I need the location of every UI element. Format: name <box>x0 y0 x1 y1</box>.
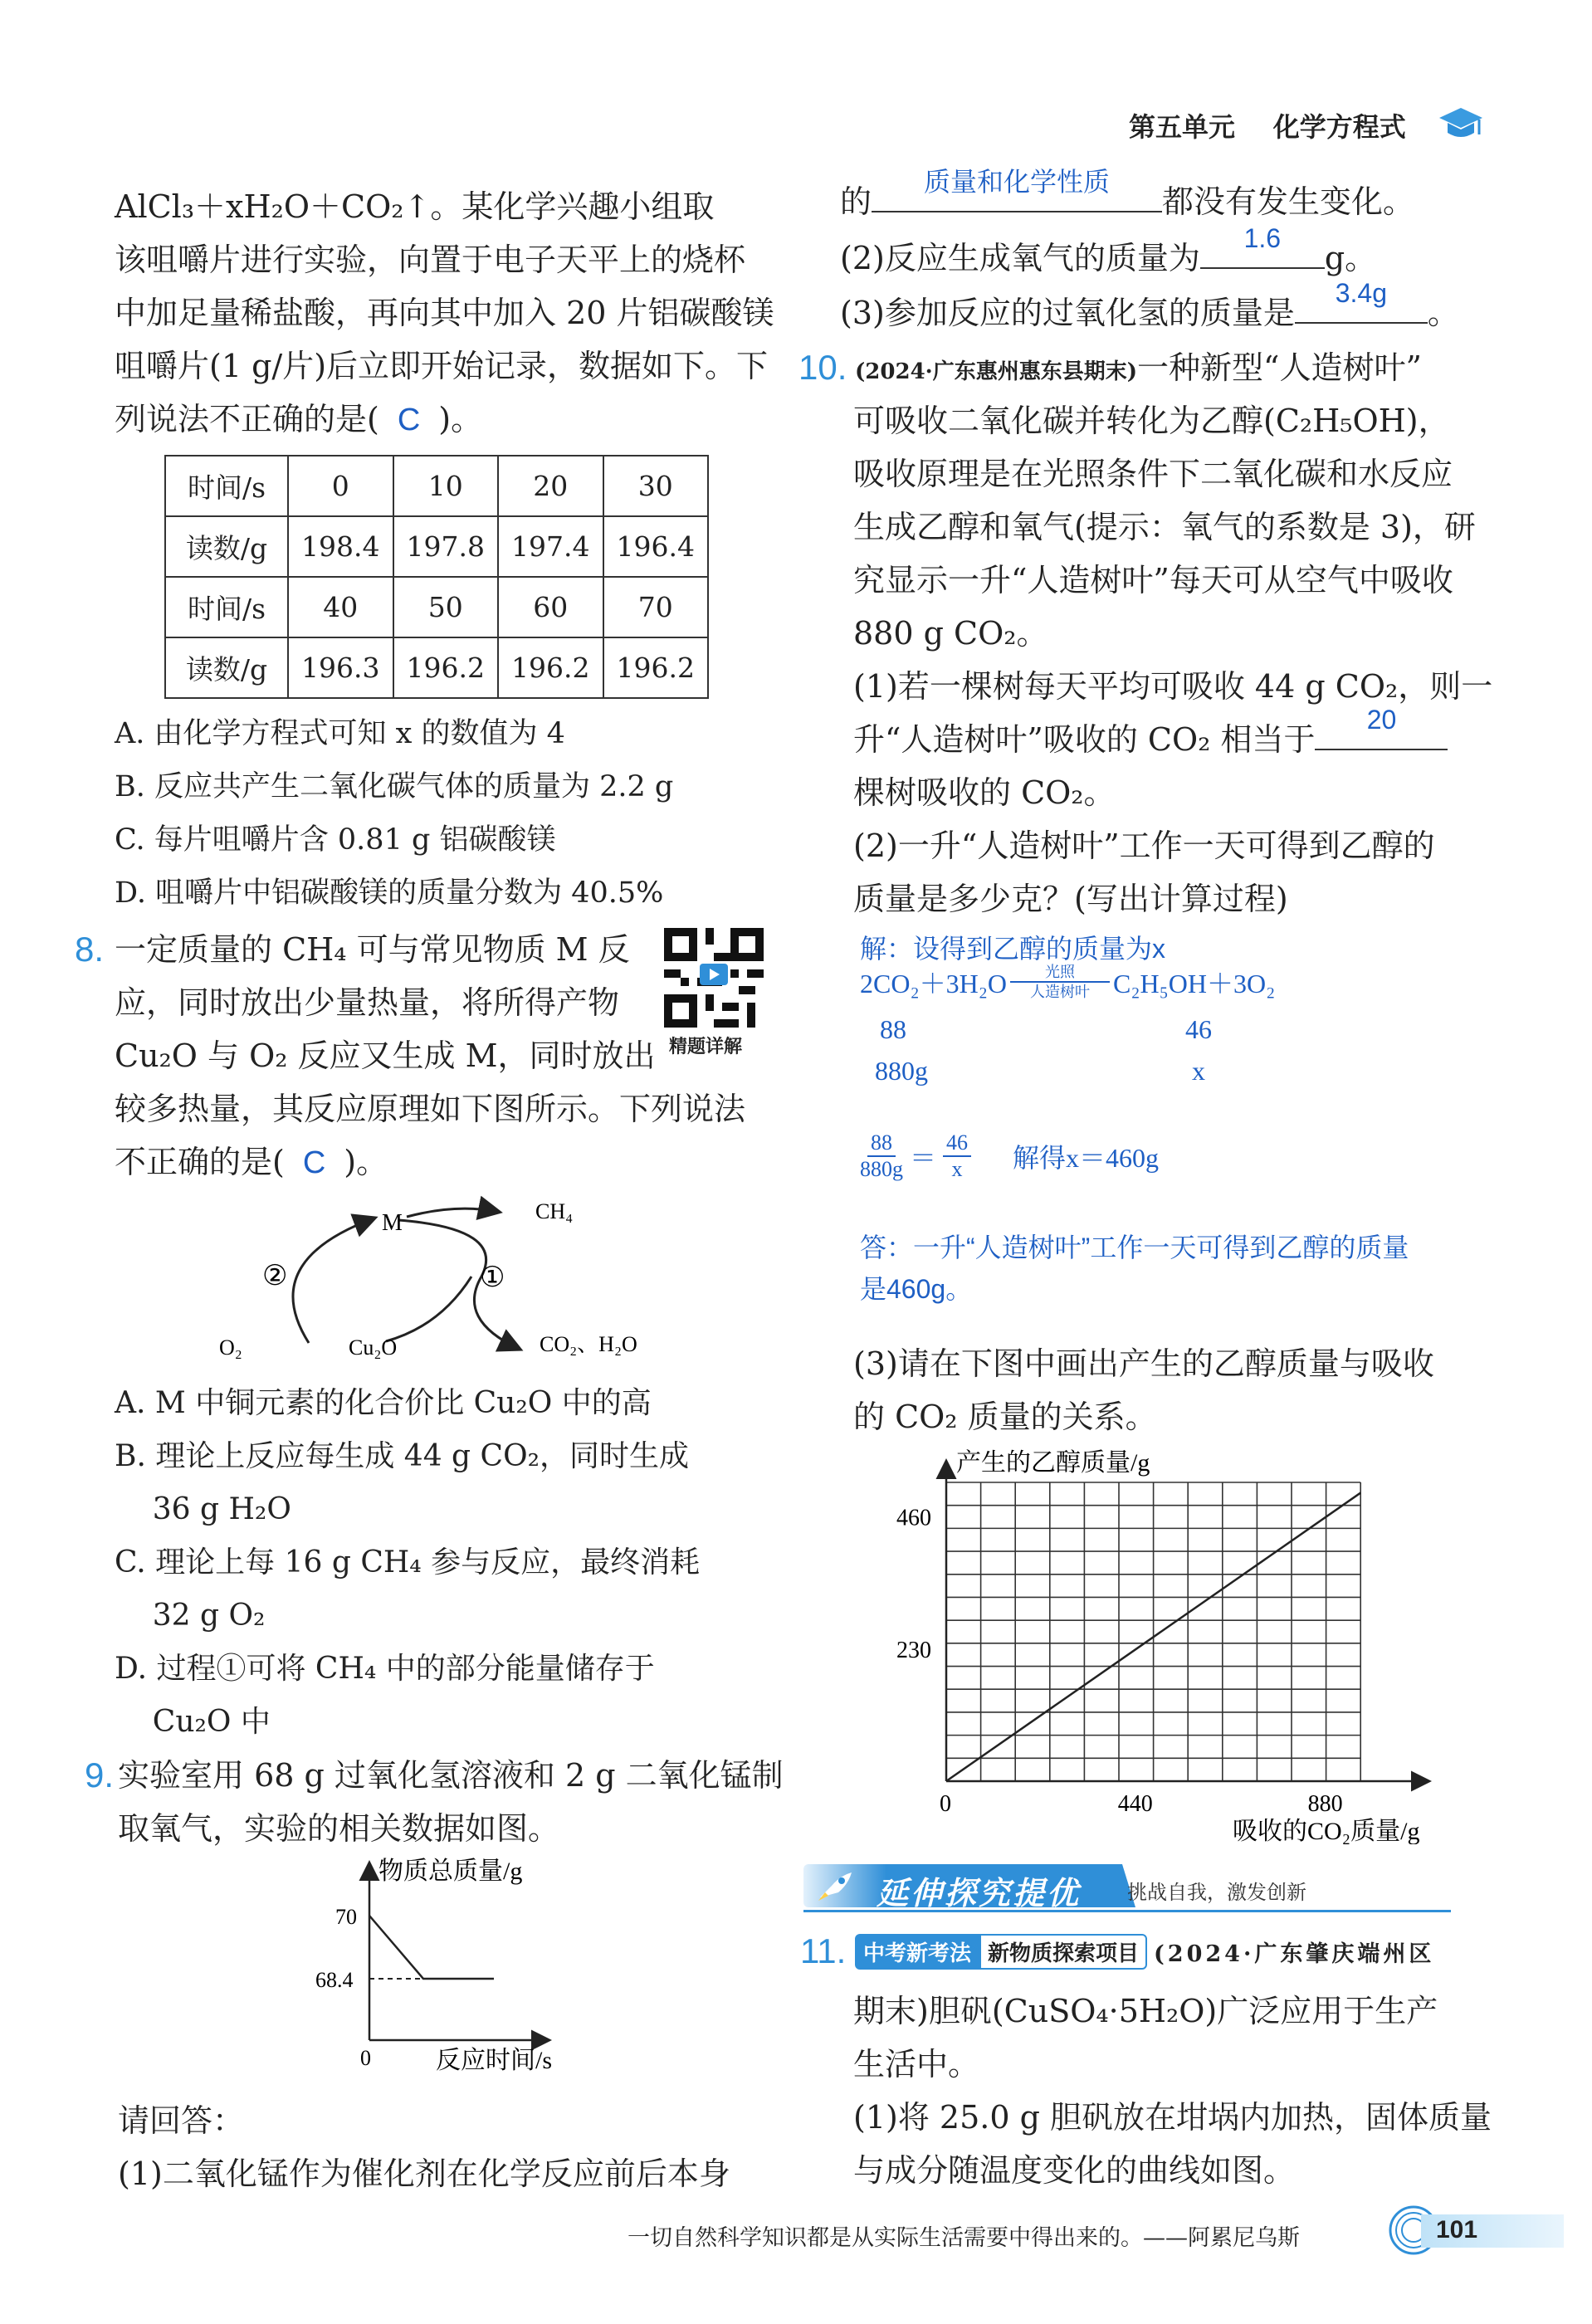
table-row: 读数/g 198.4 197.8 197.4 196.4 <box>165 516 708 577</box>
cycle-arc-1a <box>386 1277 471 1341</box>
q9-ask: 请回答： <box>118 2102 245 2139</box>
label-M: M <box>382 1210 403 1236</box>
solution-answer-2: 是460g。 <box>860 1274 973 1304</box>
cycle-arc-2 <box>293 1218 374 1343</box>
solution-mass-880: 880g <box>875 1056 928 1086</box>
q7-answer: C <box>397 403 421 437</box>
table-row: 时间/s 40 50 60 70 <box>165 577 708 637</box>
q9-part1: (1)二氧化锰作为催化剂在化学反应前后本身 <box>118 2156 730 2192</box>
q10-p1-fill: 升“人造树叶”吸收的 CO₂ 相当于 20 <box>853 714 1448 765</box>
banner-title: 延伸探究提优 <box>877 1877 1082 1911</box>
q8-line-1: 一定质量的 CH₄ 可与常见物质 M 反 <box>115 931 630 968</box>
q8-option-b: B. 理论上反应每生成 44 g CO₂，同时生成 <box>115 1439 690 1473</box>
label-CH4: CH₄ <box>535 1199 574 1223</box>
unit-title: 第五单元 <box>1129 112 1236 142</box>
q10-number: 10. <box>798 348 847 387</box>
origin-label: 0 <box>360 2046 371 2070</box>
rocket-icon <box>815 1869 853 1902</box>
banner-subtitle: 挑战自我，激发创新 <box>1127 1881 1306 1904</box>
answer-tree-count: 20 <box>1366 705 1397 735</box>
q9-mass-time-graph <box>299 1849 598 2082</box>
y-tick-460: 460 <box>896 1505 931 1531</box>
q10-line-3: 生成乙醇和氧气(提示：氧气的系数是 3)，研 <box>853 509 1476 545</box>
solution-equation: 2CO₂＋3H₂O 光照 人造树叶 C₂H₅OH＋3O₂ <box>860 964 1276 1000</box>
q7-intro-2: 该咀嚼片进行实验，向置于电子天平上的烧杯 <box>115 242 746 278</box>
answer-catalyst: 质量和化学性质 <box>924 167 1111 197</box>
label-products: CO₂、H₂O <box>540 1332 637 1356</box>
q8-option-a: A. M 中铜元素的化合价比 Cu₂O 中的高 <box>115 1386 652 1420</box>
q7-option-a: A. 由化学方程式可知 x 的数值为 4 <box>115 717 565 750</box>
table-row: 读数/g 196.3 196.2 196.2 196.2 <box>165 637 708 698</box>
qr-code[interactable] <box>664 928 764 1028</box>
solution-ratio-88: 88 <box>880 1014 906 1044</box>
y-tick-68: 68.4 <box>315 1968 354 1992</box>
q8-line-2: 应，同时放出少量热量，将所得产物 <box>115 984 620 1021</box>
q11-line-3: (1)将 25.0 g 胆矾放在坩埚内加热，固体质量 <box>853 2099 1492 2136</box>
solution-ratio-46: 46 <box>1185 1014 1212 1044</box>
q8-line-3: Cu₂O 与 O₂ 反应又生成 M，同时放出 <box>115 1038 656 1074</box>
q8-option-d: D. 过程①可将 CH₄ 中的部分能量储存于 <box>115 1652 655 1686</box>
x-tick-0: 0 <box>940 1791 951 1817</box>
section-banner <box>803 1864 1451 1912</box>
solution-setup: 解：设得到乙醇的质量为x <box>860 934 1166 964</box>
chart-x-label: 吸收的CO₂质量/g <box>1233 1818 1420 1844</box>
solution-proportion: $\frac{88}{880g}$ ＝ $\frac{46}{x}$ 解得x＝460g <box>860 1130 1160 1181</box>
q7-intro-4: 咀嚼片(1 g/片)后立即开始记录，数据如下。下 <box>115 348 769 384</box>
q10-p1-end: 棵树吸收的 CO₂。 <box>853 774 1116 811</box>
y-tick-230: 230 <box>896 1637 931 1663</box>
qr-label: 精题详解 <box>669 1036 743 1057</box>
page-header <box>1129 106 1406 144</box>
q10-p2-line-1: (2)一升“人造树叶”工作一天可得到乙醇的 <box>853 828 1435 864</box>
q10-line-2: 吸收原理是在光照条件下二氧化碳和水反应 <box>853 456 1453 492</box>
q7-option-b: B. 反应共产生二氧化碳气体的质量为 2.2 g <box>115 770 674 803</box>
answer-o2-mass: 1.6 <box>1243 223 1282 253</box>
q11-number: 11. <box>800 1931 847 1970</box>
q8-option-b2: 36 g H₂O <box>115 1492 291 1526</box>
page-number: 101 <box>1436 2216 1478 2243</box>
q10-source: (2024·广东惠州惠东县期末) <box>855 359 1138 384</box>
label-O2: O₂ <box>219 1335 242 1360</box>
q10-p2-line-2: 质量是多少克？(写出计算过程) <box>853 881 1288 917</box>
q9-fill-2: (2)反应生成氧气的质量为 1.6 g。 <box>840 232 1376 284</box>
ethanol-co2-chart <box>880 1446 1453 1844</box>
graduation-cap-icon <box>1436 98 1486 148</box>
q11-source: (2024·广东肇庆端州区 <box>1154 1941 1435 1967</box>
y-tick-70: 70 <box>335 1905 357 1929</box>
q9-line-1: 实验室用 68 g 过氧化氢溶液和 2 g 二氧化锰制 <box>118 1757 784 1794</box>
q8-option-c2: 32 g O₂ <box>115 1599 266 1633</box>
table-row: 时间/s 0 10 20 30 <box>165 456 708 516</box>
q11-tags <box>855 1934 1434 1970</box>
q7-intro-3: 中加足量稀盐酸，再向其中加入 20 片铝碳酸镁 <box>115 295 774 331</box>
answer-h2o2-mass: 3.4g <box>1335 278 1387 308</box>
q7-question: 列说法不正确的是( C )。 <box>115 401 483 437</box>
x-label: 反应时间/s <box>436 2047 553 2074</box>
footer-quote: 一切自然科学知识都是从实际生活需要中得出来的。——阿累尼乌斯 <box>628 2225 1300 2251</box>
q9-fill-1: 的 质量和化学性质 都没有发生变化。 <box>840 176 1414 227</box>
mass-curve <box>369 1916 494 1979</box>
q10-line-5: 880 g CO₂。 <box>853 615 1048 652</box>
q7-option-d: D. 咀嚼片中铝碳酸镁的质量分数为 40.5% <box>115 876 664 910</box>
q7-intro-1: AlCl₃＋xH₂O＋CO₂↑。某化学兴趣小组取 <box>115 188 715 225</box>
topic-title: 化学方程式 <box>1272 112 1406 142</box>
solution-answer-1: 答：一升“人造树叶”工作一天可得到乙醇的质量 <box>860 1233 1409 1262</box>
tag-new-method: 中考新考法 <box>855 1934 979 1970</box>
q9-line-2: 取氧气，实验的相关数据如图。 <box>118 1810 560 1847</box>
q11-line-2: 生活中。 <box>853 2046 980 2082</box>
q10-line-1: 可吸收二氧化碳并转化为乙醇(C₂H₅OH)， <box>853 403 1450 439</box>
q11-line-1: 期末)胆矾(CuSO₄·5H₂O)广泛应用于生产 <box>853 1993 1438 2029</box>
ch4-arrow <box>407 1208 498 1217</box>
chart-y-label: 产生的乙醇质量/g <box>956 1449 1150 1477</box>
solution-mass-x: x <box>1192 1056 1205 1086</box>
reaction-cycle-diagram <box>208 1179 672 1374</box>
q10-first: (2024·广东惠州惠东县期末)一种新型“人造树叶” <box>855 349 1422 386</box>
label-step1: ① <box>480 1262 505 1293</box>
q10-p3-line-1: (3)请在下图中画出产生的乙醇质量与吸收 <box>853 1345 1434 1382</box>
q8-option-c: C. 理论上每 16 g CH₄ 参与反应，最终消耗 <box>115 1545 701 1579</box>
label-step2: ② <box>262 1261 288 1291</box>
q11-line-4: 与成分随温度变化的曲线如图。 <box>853 2152 1296 2189</box>
q8-question: 不正确的是( C )。 <box>115 1144 388 1180</box>
label-Cu2O: Cu₂O <box>349 1335 398 1360</box>
q9-fill-3: (3)参加反应的过氧化氢的质量是 3.4g 。 <box>840 287 1459 339</box>
tag-project: 新物质探索项目 <box>979 1934 1147 1970</box>
q10-line-4: 究显示一升“人造树叶”每天可从空气中吸收 <box>853 562 1453 598</box>
x-tick-880: 880 <box>1307 1791 1343 1817</box>
x-tick-440: 440 <box>1117 1791 1153 1817</box>
reaction-condition: 光照 人造树叶 <box>1010 964 1110 1000</box>
data-table <box>164 455 709 699</box>
q8-option-d2: Cu₂O 中 <box>115 1705 271 1739</box>
q10-p3-line-2: 的 CO₂ 质量的关系。 <box>853 1399 1157 1435</box>
q8-line-4: 较多热量，其反应原理如下图所示。下列说法 <box>115 1091 746 1127</box>
q8-answer: C <box>302 1145 326 1180</box>
q10-line-6: (1)若一棵树每天平均可吸收 44 g CO₂，则一 <box>853 668 1493 705</box>
q8-number: 8. <box>75 930 105 969</box>
q9-number: 9. <box>85 1755 115 1794</box>
y-label: 物质总质量/g <box>378 1858 523 1885</box>
q7-option-c: C. 每片咀嚼片含 0.81 g 铝碳酸镁 <box>115 823 556 857</box>
chart-grid <box>946 1482 1360 1781</box>
